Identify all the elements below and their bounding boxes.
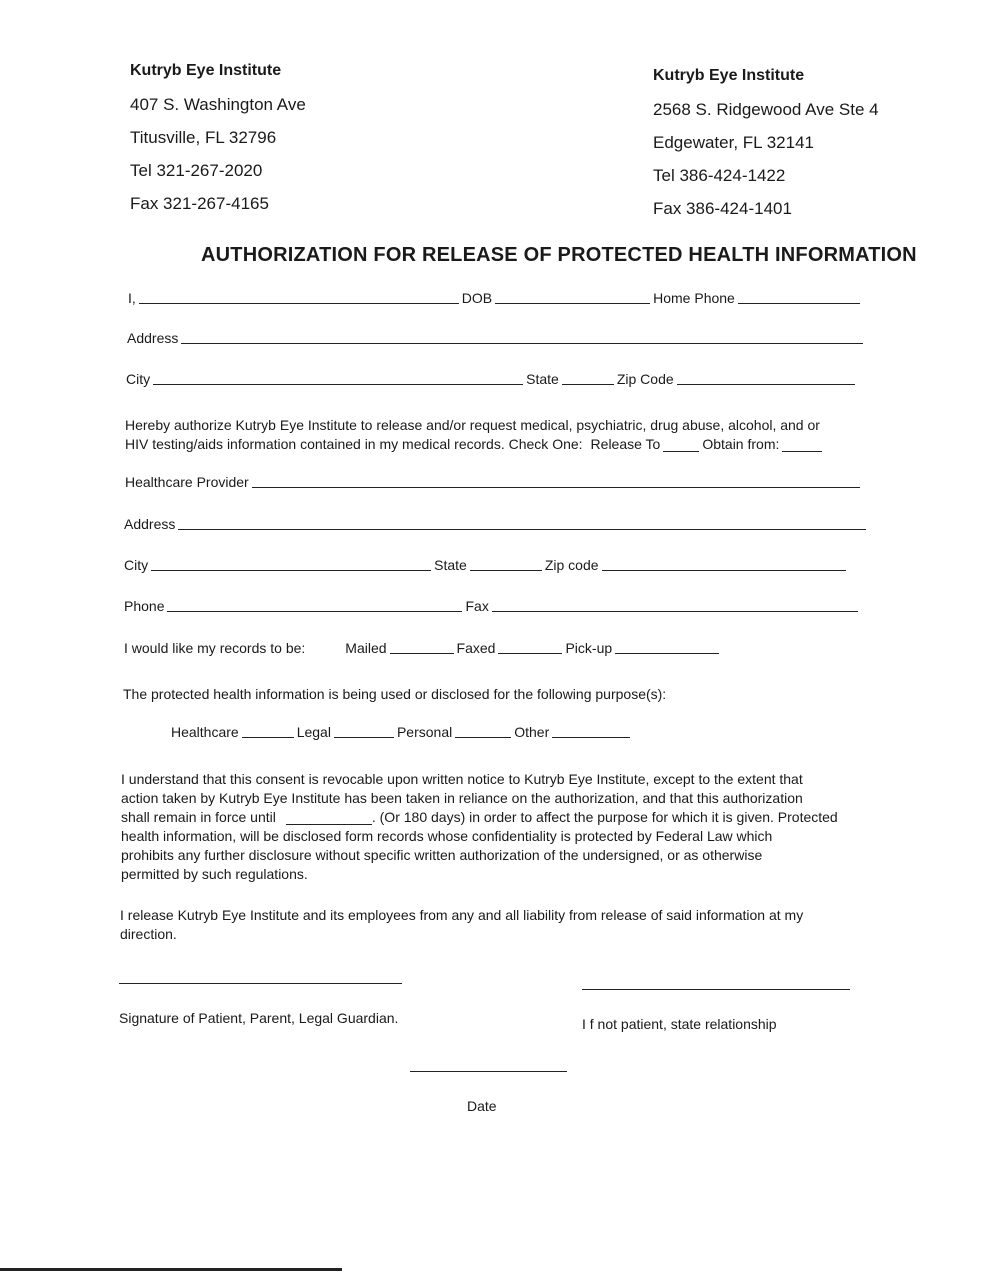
provider-row (125, 474, 870, 490)
faxed-label: Faxed (456, 640, 496, 656)
provider-address-row (124, 516, 869, 532)
right-street: 2568 S. Ridgewood Ave Ste 4 (653, 100, 879, 119)
provider-fax-field[interactable] (492, 610, 858, 612)
purpose-personal-field[interactable] (455, 736, 511, 738)
consent-line-6: permitted by such regulations. (121, 866, 308, 882)
consent-line-2: action taken by Kutryb Eye Institute has been taken in reliance on the authorization, and that this authorization (121, 790, 803, 806)
provider-city-label: City (124, 557, 149, 573)
patient-address-field[interactable] (181, 342, 863, 344)
left-clinic-name: Kutryb Eye Institute (130, 62, 282, 79)
release-line-2: direction. (120, 926, 177, 942)
purpose-healthcare-field[interactable] (242, 736, 294, 738)
date-line[interactable] (410, 1070, 567, 1072)
release-paragraph (120, 906, 890, 944)
zip-label: Zip Code (616, 371, 674, 387)
authorize-paragraph (125, 416, 885, 454)
patient-city-field[interactable] (153, 383, 523, 385)
patient-signature-label: Signature of Patient, Parent, Legal Guardian. (119, 1010, 399, 1026)
right-city: Edgewater, FL 32141 (653, 133, 814, 152)
provider-fax-label: Fax (465, 598, 489, 614)
pickup-label: Pick-up (565, 640, 613, 656)
purpose-other-field[interactable] (552, 736, 630, 738)
relationship-label: I f not patient, state relationship (582, 1016, 777, 1032)
purpose-personal-label: Personal (396, 724, 453, 740)
city-label: City (126, 371, 151, 387)
scan-edge-rule (0, 1268, 342, 1271)
patient-signature-line[interactable] (119, 982, 402, 984)
release-line-1: I release Kutryb Eye Institute and its employees from any and all liability from release of said information at my (120, 907, 804, 923)
consent-line-5: prohibits any further disclosure without specific written authorization of the undersigned, or as otherwise (121, 847, 763, 863)
healthcare-provider-field[interactable] (252, 486, 860, 488)
patient-state-field[interactable] (562, 383, 614, 385)
consent-until-date-field[interactable] (286, 823, 372, 825)
left-tel: Tel 321-267-2020 (130, 161, 263, 180)
healthcare-provider-label: Healthcare Provider (125, 474, 249, 490)
left-city: Titusville, FL 32796 (130, 128, 277, 147)
purpose-healthcare-label: Healthcare (171, 724, 239, 740)
purpose-legal-field[interactable] (334, 736, 394, 738)
records-prompt: I would like my records to be: (124, 640, 306, 656)
patient-name-row (128, 290, 868, 306)
provider-address-label: Address (124, 516, 176, 532)
left-fax: Fax 321-267-4165 (130, 194, 269, 213)
provider-address-field[interactable] (178, 528, 866, 530)
patient-name-field[interactable] (139, 302, 459, 304)
provider-city-row (124, 557, 869, 573)
dob-field[interactable] (495, 302, 650, 304)
right-clinic-name: Kutryb Eye Institute (653, 67, 805, 84)
provider-phone-label: Phone (124, 598, 165, 614)
address-label: Address (127, 330, 179, 346)
state-label: State (526, 371, 559, 387)
purpose-options-row (171, 724, 671, 740)
release-to-checkbox[interactable] (663, 450, 699, 452)
provider-zip-field[interactable] (602, 569, 846, 571)
patient-address-row (127, 330, 867, 346)
mailed-field[interactable] (390, 652, 454, 654)
provider-city-field[interactable] (151, 569, 431, 571)
release-to-label: Release To (590, 436, 661, 452)
provider-phone-row (124, 598, 869, 614)
provider-state-label: State (434, 557, 467, 573)
authorize-line-1: Hereby authorize Kutryb Eye Institute to release and/or request medical, psychiatric, drug abuse, alcohol, and or (125, 417, 820, 433)
consent-line-4: health information, will be disclosed form records whose confidentiality is protected by Federal Law which (121, 828, 773, 844)
left-street: 407 S. Washington Ave (130, 95, 306, 114)
records-delivery-row (124, 640, 764, 656)
patient-zip-field[interactable] (677, 383, 855, 385)
date-label: Date (467, 1098, 497, 1114)
consent-line-1: I understand that this consent is revocable upon written notice to Kutryb Eye Institute, except to the extent that (121, 771, 803, 787)
right-fax: Fax 386-424-1401 (653, 199, 792, 218)
purpose-prompt: The protected health information is being used or disclosed for the following purpose(s): (123, 686, 667, 702)
relationship-line[interactable] (582, 988, 850, 990)
consent-line-3b: . (Or 180 days) in order to affect the purpose for which it is given. Protected (371, 809, 838, 825)
faxed-field[interactable] (498, 652, 562, 654)
obtain-from-label: Obtain from: (702, 436, 780, 452)
dob-label: DOB (461, 290, 493, 306)
mailed-label: Mailed (345, 640, 387, 656)
authorize-line-2: HIV testing/aids information contained in my medical records. Check One: (125, 436, 583, 452)
patient-city-row (126, 371, 871, 387)
provider-zip-label: Zip code (544, 557, 599, 573)
purpose-legal-label: Legal (296, 724, 331, 740)
home-phone-field[interactable] (738, 302, 860, 304)
provider-phone-field[interactable] (167, 610, 462, 612)
provider-state-field[interactable] (470, 569, 542, 571)
consent-line-3a: shall remain in force until (121, 809, 276, 825)
home-phone-label: Home Phone (653, 290, 735, 306)
consent-paragraph (121, 770, 891, 884)
obtain-from-checkbox[interactable] (782, 450, 822, 452)
form-title: AUTHORIZATION FOR RELEASE OF PROTECTED HEALTH INFORMATION (201, 244, 917, 266)
pickup-field[interactable] (615, 652, 719, 654)
i-label: I, (128, 290, 136, 306)
purpose-other-label: Other (514, 724, 550, 740)
right-tel: Tel 386-424-1422 (653, 166, 786, 185)
